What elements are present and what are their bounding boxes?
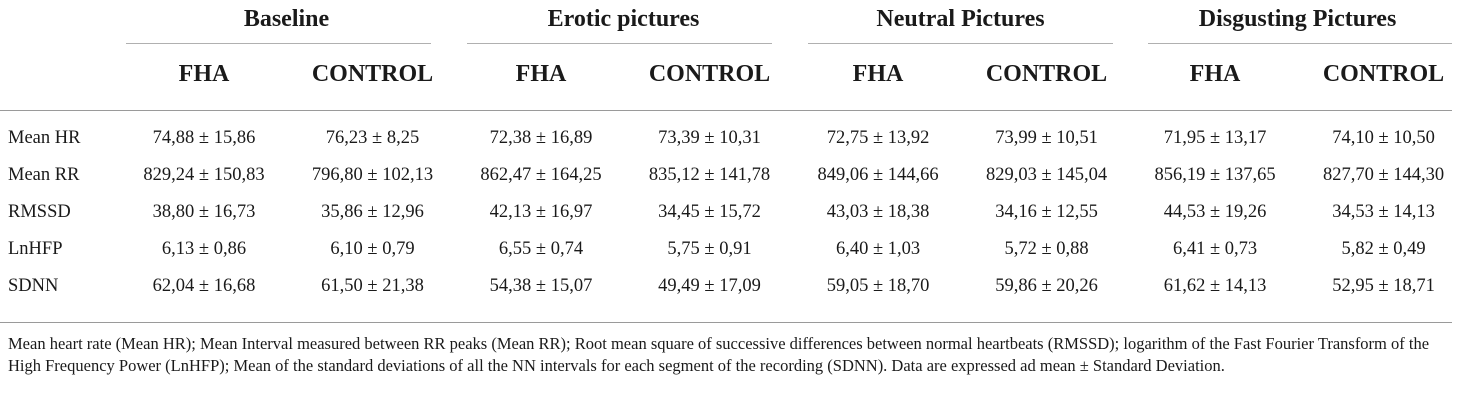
table-cell: 54,38 ± 15,07 <box>489 276 593 296</box>
table-cell: 6,40 ± 1,03 <box>835 239 921 259</box>
group-header-neutral: Neutral Pictures <box>876 5 1045 32</box>
table-cell: 76,23 ± 8,25 <box>325 128 420 148</box>
sub-header-fha: FHA <box>515 60 567 87</box>
footnote-divider <box>0 322 1452 323</box>
table-cell: 73,39 ± 10,31 <box>658 128 761 148</box>
sub-header-control: CONTROL <box>1322 60 1445 87</box>
table-cell: 71,95 ± 13,17 <box>1163 128 1267 148</box>
table-row <box>0 268 1460 305</box>
table-cell: 52,95 ± 18,71 <box>1332 276 1435 296</box>
sub-header-fha: FHA <box>852 60 904 87</box>
row-label: SDNN <box>8 276 59 296</box>
table-cell: 829,03 ± 145,04 <box>985 165 1108 185</box>
table-cell: 796,80 ± 102,13 <box>311 165 434 185</box>
table-cell: 34,45 ± 15,72 <box>658 202 761 222</box>
row-label: Mean RR <box>8 165 80 185</box>
group-underline-baseline <box>126 43 431 44</box>
table-cell: 42,13 ± 16,97 <box>489 202 593 222</box>
row-label: RMSSD <box>8 202 71 222</box>
table-cell: 59,05 ± 18,70 <box>826 276 930 296</box>
table-cell: 6,55 ± 0,74 <box>498 239 584 259</box>
table-cell: 62,04 ± 16,68 <box>152 276 256 296</box>
group-underline-erotic <box>467 43 772 44</box>
table-row <box>0 157 1460 194</box>
table-cell: 73,99 ± 10,51 <box>995 128 1098 148</box>
sub-header-control: CONTROL <box>985 60 1108 87</box>
sub-header-fha: FHA <box>178 60 230 87</box>
table-cell: 74,10 ± 10,50 <box>1332 128 1435 148</box>
table-row <box>0 194 1460 231</box>
sub-header-row <box>0 42 1460 106</box>
table-cell: 49,49 ± 17,09 <box>658 276 761 296</box>
table-cell: 59,86 ± 20,26 <box>995 276 1098 296</box>
table-cell: 856,19 ± 137,65 <box>1154 165 1276 185</box>
group-underline-neutral <box>808 43 1113 44</box>
group-header-baseline: Baseline <box>243 5 330 32</box>
table-cell: 72,38 ± 16,89 <box>489 128 593 148</box>
table-cell: 6,13 ± 0,86 <box>161 239 247 259</box>
table-row <box>0 106 1460 157</box>
table-cell: 829,24 ± 150,83 <box>143 165 265 185</box>
table-cell: 6,10 ± 0,79 <box>330 239 415 259</box>
table-cell: 35,86 ± 12,96 <box>321 202 424 222</box>
group-header-erotic: Erotic pictures <box>547 5 700 32</box>
table-row <box>0 231 1460 268</box>
corner-cell <box>0 0 118 42</box>
table-cell: 862,47 ± 164,25 <box>480 165 602 185</box>
sub-header-control: CONTROL <box>311 60 434 87</box>
table-cell: 38,80 ± 16,73 <box>152 202 256 222</box>
table-cell: 34,16 ± 12,55 <box>995 202 1098 222</box>
sub-header-control: CONTROL <box>648 60 771 87</box>
group-header-disgusting: Disgusting Pictures <box>1198 5 1397 32</box>
table-cell: 34,53 ± 14,13 <box>1332 202 1435 222</box>
table-cell: 5,82 ± 0,49 <box>1341 239 1426 259</box>
table-cell: 43,03 ± 18,38 <box>826 202 930 222</box>
table-cell: 72,75 ± 13,92 <box>826 128 930 148</box>
table-cell: 44,53 ± 19,26 <box>1163 202 1267 222</box>
table-cell: 6,41 ± 0,73 <box>1172 239 1258 259</box>
table-cell: 61,62 ± 14,13 <box>1163 276 1267 296</box>
table-cell: 849,06 ± 144,66 <box>817 165 939 185</box>
corner-cell-sub <box>0 42 118 106</box>
table-cell: 5,72 ± 0,88 <box>1004 239 1089 259</box>
table-cell: 5,75 ± 0,91 <box>667 239 752 259</box>
table-cell: 74,88 ± 15,86 <box>152 128 256 148</box>
table-cell: 61,50 ± 21,38 <box>321 276 424 296</box>
table-cell: 835,12 ± 141,78 <box>648 165 771 185</box>
header-divider <box>0 110 1452 111</box>
table-cell: 827,70 ± 144,30 <box>1322 165 1445 185</box>
row-label: LnHFP <box>8 239 63 259</box>
table-footnote: Mean heart rate (Mean HR); Mean Interval measured between RR peaks (Mean RR); Root mean square of successive differences between normal heartbeats (RMSSD); logarithm of the Fast Fourier Transform of the High Frequency Power (LnHFP); Mean of the standard deviations of all the NN intervals for each segment of the recording (SDNN). Data are expressed ad mean ± Standard Deviation. <box>8 334 1430 375</box>
group-header-row <box>0 0 1460 42</box>
row-label: Mean HR <box>8 128 81 148</box>
group-underline-disgusting <box>1148 43 1452 44</box>
sub-header-fha: FHA <box>1189 60 1241 87</box>
